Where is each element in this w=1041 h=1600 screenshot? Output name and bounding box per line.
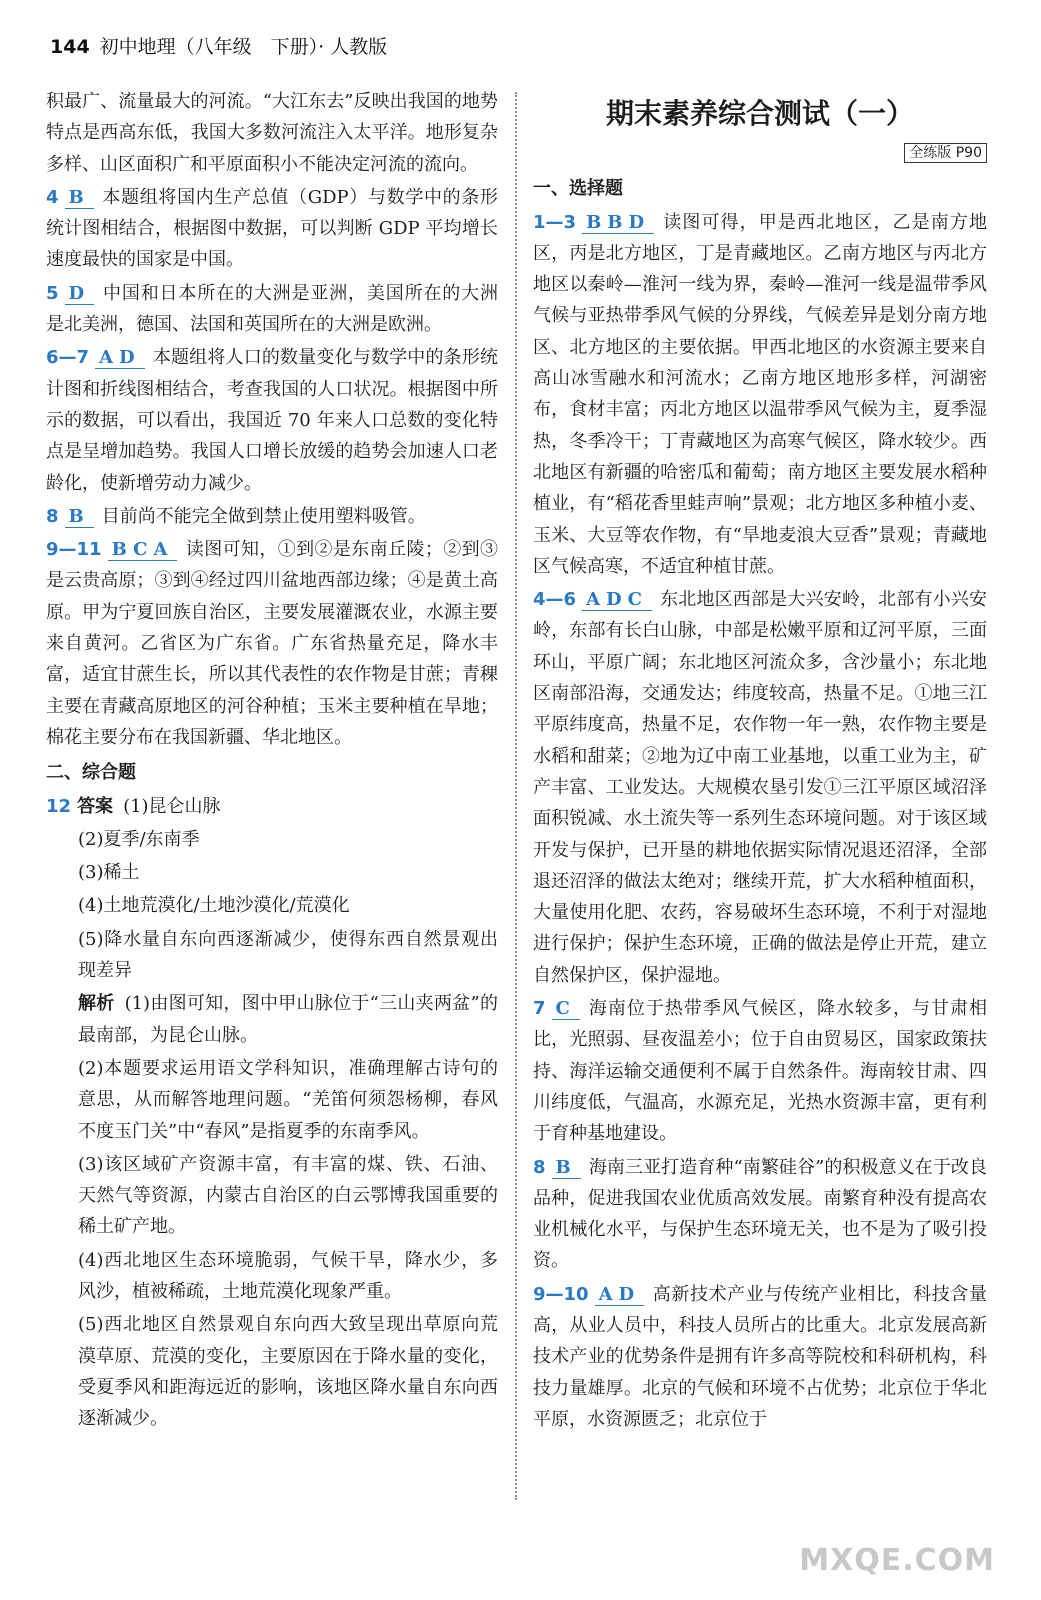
analysis-line: (4)西北地区生态环境脆弱，气候干旱，降水少，多风沙，植被稀疏，土地荒漠化现象严重。 xyxy=(78,1249,498,1302)
answer-key: AD xyxy=(95,348,145,369)
answer-item-12 xyxy=(46,791,498,822)
answer-key: BCA xyxy=(108,540,178,561)
page-number: 144 xyxy=(50,36,90,58)
analysis-line: (5)西北地区自然景观自东向西大致呈现出草原向荒漠草原、荒漠的变化，主要原因在于降水量的变化，受夏季风和距海远近的影响，该地区降水量自东向西逐渐减少。 xyxy=(78,1314,498,1430)
analysis-line: (3)该区域矿产资源丰富，有丰富的煤、铁、石油、天然气等资源，内蒙古自治区的白云鄂博我国重要的稀土矿产地。 xyxy=(78,1153,498,1238)
answer-item-9-11 xyxy=(46,534,498,753)
answer-item-8 xyxy=(46,501,498,532)
column-divider xyxy=(515,92,517,1500)
test-title: 期末素养综合测试（一） xyxy=(605,97,914,130)
question-number: 4 xyxy=(46,186,59,208)
answer-item-4-6 xyxy=(533,584,987,991)
answer-key: B xyxy=(65,507,94,528)
question-number: 9—11 xyxy=(46,539,102,561)
answer-label: 答案 xyxy=(77,795,114,817)
answer-line: (3)稀土 xyxy=(78,862,140,884)
question-number: 8 xyxy=(533,1156,546,1178)
question-number: 1—3 xyxy=(533,211,577,233)
answer-item-9-10 xyxy=(533,1279,987,1435)
answer-key: ADC xyxy=(582,590,652,611)
answer-key: AD xyxy=(595,1285,645,1306)
question-number: 4—6 xyxy=(533,589,577,611)
explanation-text: 读图可得，甲是西北地区，乙是南方地区，丙是北方地区，丁是青藏地区。乙南方地区与丙北方地区以秦岭—淮河一线为界，秦岭—淮河一线是温带季风气候与亚热带季风气候的分界线，气候差异是划分南方地区、北方地区的主要依据。甲西北地区的水资源主要来自高山冰雪融水和河流水；乙南方地区地形多样，河湖密布，食材丰富；丙北方地区以温带季风气候为主，夏季湿热，冬季冷干；丁青藏地区为高寒气候区，降水较少。西北地区有新疆的哈密瓜和葡萄；南方地区主要发展水稻种植业，有“稻花香里蛙声响”景观；北方地区多种植小麦、玉米、大豆等农作物，有“旱地麦浪大豆香”景观；青藏地区气候高寒，不适宜种植甘蔗。 xyxy=(533,211,987,577)
analysis-label: 解析 xyxy=(78,993,115,1015)
answer-item-4 xyxy=(46,182,498,276)
analysis-line xyxy=(46,988,498,1051)
question-number: 9—10 xyxy=(533,1283,589,1305)
explanation-text: 中国和日本所在的大洲是亚洲，美国所在的大洲是北美洲，德国、法国和英国所在的大洲是欧洲。 xyxy=(46,282,498,336)
answer-line: (2)夏季/东南季 xyxy=(78,828,200,850)
answer-key: BBD xyxy=(582,213,654,234)
explanation-text: 读图可知，①到②是东南丘陵；②到③是云贵高原；③到④经过四川盆地西部边缘；④是黄土高原。甲为宁夏回族自治区，主要发展灌溉农业，水源主要来自黄河。乙省区为广东省。广东省热量充足，降水丰富，适宜甘蔗生长，所以其代表性的农作物是甘蔗；青稞主要在青藏高原地区的河谷种植；玉米主要种植在旱地；棉花主要分布在我国新疆、华北地区。 xyxy=(46,539,498,748)
question-number: 5 xyxy=(46,282,59,304)
question-number: 8 xyxy=(46,505,59,527)
explanation-text: 目前尚不能完全做到禁止使用塑料吸管。 xyxy=(101,505,426,527)
answer-item-5 xyxy=(46,278,498,341)
answer-item-6-7 xyxy=(46,342,498,498)
answer-line: (1)昆仑山脉 xyxy=(123,795,221,817)
reference-tag: 全练版 P90 xyxy=(904,143,987,163)
question-number: 6—7 xyxy=(46,347,90,369)
answer-key: B xyxy=(65,188,94,209)
answer-item-7 xyxy=(533,993,987,1149)
book-title: 初中地理（八年级 下册）· 人教版 xyxy=(99,36,388,58)
explanation-text: 海南位于热带季风气候区，降水较多，与甘肃相比，光照弱、昼夜温差小；位于自由贸易区，国家政策扶持、海洋运输交通便利不属于自然条件。海南较甘肃、四川纬度低，气温高，水源充足，光热水资源丰富，更有利于育种基地建设。 xyxy=(533,998,987,1145)
question-number: 7 xyxy=(533,998,546,1020)
page-header xyxy=(50,32,510,59)
analysis-text: (1)由图可知，图中甲山脉位于“三山夹两盆”的最南部，为昆仑山脉。 xyxy=(78,993,499,1046)
explanation-text: 本题组将国内生产总值（GDP）与数学中的条形统计图相结合，根据图中数据，可以判断 GDP 平均增长速度最快的国家是中国。 xyxy=(46,186,498,271)
continued-paragraph: 积最广、流量最大的河流。“大江东去”反映出我国的地势特点是西高东低，我国大多数河流注入太平洋。地形复杂多样、山区面积广和平原面积小不能决定河流的流向。 xyxy=(46,91,498,175)
answer-key: B xyxy=(552,1158,581,1179)
section-heading: 二、综合题 xyxy=(46,762,136,784)
explanation-text: 本题组将人口的数量变化与数学中的条形统计图和折线图相结合，考查我国的人口状况。根据图中所示的数据，可以看出，我国近 70 年来人口总数的变化特点是呈增加趋势。我国人口增长放缓的趋势会加速人口老龄化，使新增劳动力减少。 xyxy=(46,347,498,494)
explanation-text: 东北地区西部是大兴安岭，北部有小兴安岭，东部有长白山脉，中部是松嫩平原和辽河平原，三面环山，平原广阔；东北地区河流众多，含沙量小；东北地区南部沿海，交通发达；纬度较高，热量不足。①地三江平原纬度高，热量不足，农作物一年一熟，农作物主要是水稻和甜菜；②地为辽中南工业基地，以重工业为主，矿产丰富、工业发达。大规模农垦引发①三江平原区域沼泽面积锐减、水土流失等一系列生态环境问题。对于该区域开发与保护，已开垦的耕地依据实际情况退还沼泽，全部退还沼泽的做法太绝对；继续开荒，扩大水稻种植面积，大量使用化肥、农药，容易破坏生态环境，不利于对湿地进行保护；保护生态环境，正确的做法是停止开荒，建立自然保护区，保护湿地。 xyxy=(533,589,987,986)
analysis-line: (2)本题要求运用语文学科知识，准确理解古诗句的意思，从而解答地理问题。“羌笛何须怨杨柳，春风不度玉门关”中“春风”是指夏季的东南季风。 xyxy=(78,1057,498,1142)
answer-key: C xyxy=(552,999,580,1020)
answer-line: (4)土地荒漠化/土地沙漠化/荒漠化 xyxy=(78,895,350,917)
section-heading: 一、选择题 xyxy=(533,178,623,200)
answer-line: (5)降水量自东向西逐渐减少，使得东西自然景观出现差异 xyxy=(78,928,498,982)
right-column xyxy=(533,94,987,1437)
explanation-text: 海南三亚打造育种“南繁硅谷”的积极意义在于改良品种，促进我国农业优质高效发展。南繁育种没有提高农业机械化水平，与保护生态环境无关，也不是为了吸引投资。 xyxy=(533,1156,987,1272)
answer-item-8 xyxy=(533,1152,987,1277)
left-column xyxy=(46,86,498,1436)
answer-key: D xyxy=(65,284,95,305)
answer-item-1-3 xyxy=(533,207,987,583)
explanation-text: 高新技术产业与传统产业相比，科技含量高，从业人员中，科技人员所占的比重大。北京发展高新技术产业的优势条件是拥有许多高等院校和科研机构，科技力量雄厚。北京的气候和环境不占优势；北京位于华北平原，水资源匮乏；北京位于 xyxy=(533,1283,987,1430)
watermark-logo: MXQE.COM xyxy=(799,1543,995,1578)
question-number: 12 xyxy=(46,795,72,817)
